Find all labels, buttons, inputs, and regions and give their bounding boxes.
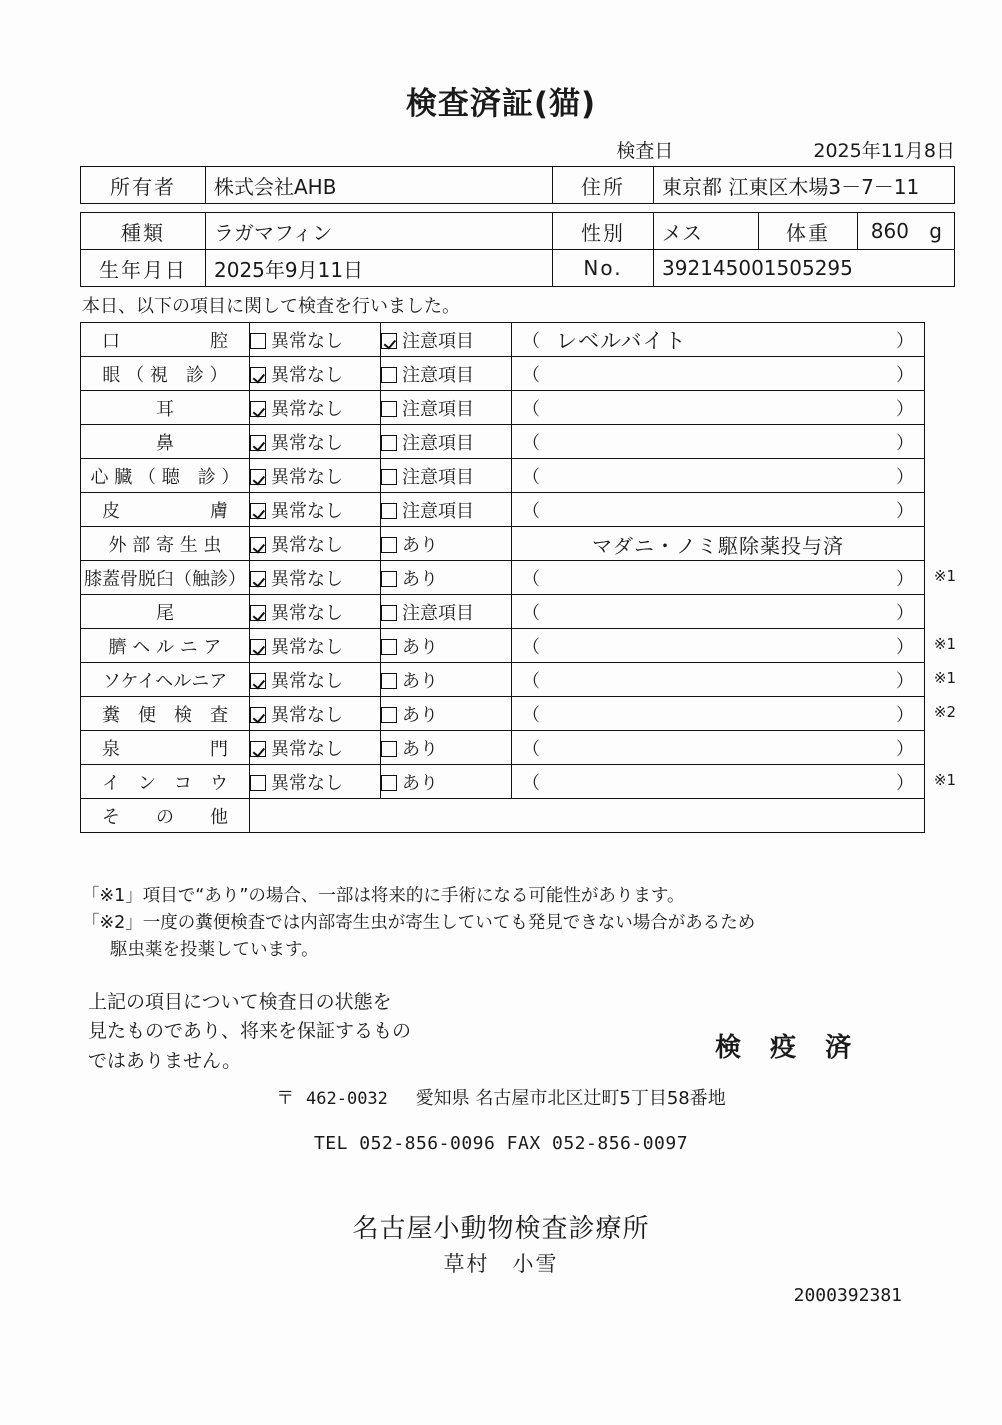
checkbox-icon[interactable]: [381, 503, 397, 519]
checklist-item-label: 泉 門: [81, 731, 250, 765]
checklist-other-note[interactable]: [250, 799, 925, 833]
table-row: [81, 425, 925, 459]
checklist-note-cell[interactable]: [512, 323, 925, 357]
address-value: 東京都 江東区木場3－7－11: [654, 167, 955, 204]
page-title: 検査済証(猫): [405, 86, 597, 122]
checklist-item-label: 鼻: [81, 425, 250, 459]
checkbox-normal-label: 異常なし: [271, 432, 343, 454]
paren-close: ）: [896, 365, 914, 386]
table-row: [81, 527, 925, 561]
paren-close: ）: [896, 399, 914, 420]
paren-close: ）: [896, 705, 914, 726]
closing-line-2: 見たものであり、将来を保証するもの: [88, 1020, 412, 1043]
checkbox-secondary[interactable]: [381, 765, 512, 799]
checklist-note-cell[interactable]: [512, 595, 925, 629]
table-row: [81, 595, 925, 629]
checkbox-secondary-label: 注意項目: [402, 602, 474, 624]
checklist-note-cell[interactable]: [512, 459, 925, 493]
checkbox-icon[interactable]: [250, 333, 266, 349]
checklist-note-cell[interactable]: [512, 493, 925, 527]
checkbox-icon[interactable]: [381, 435, 397, 451]
quarantine-stamp: 検 疫 済: [715, 1033, 862, 1063]
checkbox-secondary[interactable]: [381, 493, 512, 527]
table-row: [81, 250, 955, 287]
paren-open: （: [522, 501, 540, 522]
checklist-note-cell[interactable]: [512, 391, 925, 425]
checkbox-secondary[interactable]: [381, 323, 512, 357]
number-label: No.: [553, 250, 654, 287]
table-row: [81, 357, 925, 391]
checkbox-normal[interactable]: [250, 697, 381, 731]
checklist-table: [80, 322, 956, 833]
checklist-item-label: 膝蓋骨脱臼（触診）: [81, 561, 250, 595]
table-row: [81, 561, 925, 595]
checkbox-icon[interactable]: [381, 469, 397, 485]
checklist-note-cell[interactable]: [512, 527, 925, 561]
checkbox-normal[interactable]: [250, 595, 381, 629]
checklist-note-text: レベルバイト: [556, 329, 687, 353]
checklist-note-cell[interactable]: [512, 663, 956, 697]
paren-open: （: [522, 569, 540, 590]
checkbox-secondary[interactable]: [381, 561, 512, 595]
paren-close: ）: [896, 773, 914, 794]
checkbox-icon[interactable]: [250, 605, 266, 621]
checkbox-secondary[interactable]: [381, 731, 512, 765]
exam-date-value: 2025年11月8日: [813, 139, 955, 162]
checklist-item-label: 尾: [81, 595, 250, 629]
checkbox-icon[interactable]: [250, 469, 266, 485]
checkbox-secondary-label: 注意項目: [402, 330, 474, 352]
checkbox-icon[interactable]: [381, 401, 397, 417]
owner-value: 株式会社AHB: [206, 167, 553, 204]
birthdate-label: 生年月日: [81, 250, 206, 287]
paren-open: （: [522, 603, 540, 624]
clinic-tel: TEL 052-856-0096 FAX 052-856-0097: [313, 1133, 689, 1154]
checkbox-secondary[interactable]: [381, 595, 512, 629]
asterisk-marker: ※1: [933, 567, 956, 585]
closing-note: [88, 988, 411, 1076]
checkbox-normal[interactable]: [250, 629, 381, 663]
footnote-2: 「※2」一度の糞便検査では内部寄生虫が寄生していても発見できない場合があるため: [82, 913, 756, 934]
checkbox-secondary[interactable]: [381, 663, 512, 697]
checklist-note-cell[interactable]: [512, 561, 956, 595]
checkbox-normal[interactable]: [250, 425, 381, 459]
table-row: [81, 213, 955, 250]
checkbox-icon[interactable]: [381, 741, 397, 757]
checkbox-normal-label: 異常なし: [271, 466, 343, 488]
checkbox-icon[interactable]: [381, 333, 397, 349]
checkbox-normal[interactable]: [250, 731, 381, 765]
checkbox-icon[interactable]: [381, 571, 397, 587]
checkbox-normal[interactable]: [250, 459, 381, 493]
breed-label: 種類: [81, 213, 206, 250]
checkbox-secondary-label: あり: [402, 568, 438, 590]
paren-close: ）: [896, 501, 914, 522]
table-row: [81, 663, 925, 697]
checklist-item-label: 臍 ヘ ル ニ ア: [81, 629, 250, 663]
weight-unit: g: [929, 219, 942, 243]
table-row: [81, 697, 925, 731]
checkbox-normal[interactable]: [250, 493, 381, 527]
weight-label: 体重: [759, 213, 858, 250]
paren-close: ）: [896, 671, 914, 692]
checkbox-secondary-label: あり: [402, 704, 438, 726]
checkbox-icon[interactable]: [250, 639, 266, 655]
checkbox-secondary[interactable]: [381, 459, 512, 493]
zip-code: 462-0032: [306, 1089, 388, 1109]
checkbox-normal[interactable]: [250, 561, 381, 595]
checklist-note-cell[interactable]: [512, 765, 956, 799]
paren-close: ）: [896, 433, 914, 454]
asterisk-marker: ※2: [933, 703, 956, 721]
birthdate-value: 2025年9月11日: [206, 250, 553, 287]
paren-close: ）: [896, 331, 914, 352]
checkbox-icon[interactable]: [250, 537, 266, 553]
checkbox-normal-label: 異常なし: [271, 330, 343, 352]
checklist-note-cell[interactable]: [512, 697, 956, 731]
table-row: [81, 799, 925, 833]
checklist-item-label: 耳: [81, 391, 250, 425]
checklist-item-label: イ ン コ ウ: [81, 765, 250, 799]
table-row: [81, 629, 925, 663]
checkbox-normal-label: 異常なし: [271, 364, 343, 386]
address-text: 愛知県 名古屋市北区辻町5丁目58番地: [415, 1088, 726, 1109]
paren-close: ）: [896, 637, 914, 658]
clinic-address: [0, 1084, 1002, 1110]
owner-table: [80, 166, 955, 204]
weight-value: 860: [870, 219, 909, 243]
paren-open: （: [522, 773, 540, 794]
checkbox-secondary[interactable]: [381, 697, 512, 731]
table-row: [81, 323, 925, 357]
checkbox-secondary[interactable]: [381, 425, 512, 459]
table-row: [81, 731, 925, 765]
breed-value: ラガマフィン: [206, 213, 553, 250]
checkbox-normal-label: 異常なし: [271, 500, 343, 522]
owner-label: 所有者: [81, 167, 206, 204]
table-row: [81, 765, 925, 799]
paren-open: （: [522, 637, 540, 658]
checkbox-icon[interactable]: [250, 673, 266, 689]
paren-close: ）: [896, 467, 914, 488]
sex-label: 性別: [553, 213, 654, 250]
checkbox-icon[interactable]: [250, 741, 266, 757]
paren-open: （: [522, 365, 540, 386]
checkbox-icon[interactable]: [381, 639, 397, 655]
paren-open: （: [522, 467, 540, 488]
checklist-item-label: ソケイヘルニア: [81, 663, 250, 697]
paren-close: ）: [896, 603, 914, 624]
checkbox-secondary-label: あり: [402, 670, 438, 692]
checkbox-normal-label: 異常なし: [271, 398, 343, 420]
checkbox-secondary[interactable]: [381, 629, 512, 663]
checkbox-icon[interactable]: [250, 503, 266, 519]
checkbox-normal-label: 異常なし: [271, 772, 343, 794]
checkbox-secondary[interactable]: [381, 527, 512, 561]
checkbox-normal[interactable]: [250, 323, 381, 357]
table-row: [81, 167, 955, 204]
checkbox-secondary-label: あり: [402, 772, 438, 794]
checkbox-normal-label: 異常なし: [271, 636, 343, 658]
checkbox-normal-label: 異常なし: [271, 534, 343, 556]
veterinarian-name: 草村 小雪: [443, 1252, 559, 1276]
checkbox-secondary-label: あり: [402, 534, 438, 556]
checklist-note-cell[interactable]: [512, 357, 925, 391]
address-label: 住所: [553, 167, 654, 204]
exam-date-row: [80, 136, 955, 162]
exam-date-label: 検査日: [616, 139, 674, 162]
checkbox-icon[interactable]: [381, 775, 397, 791]
checkbox-secondary[interactable]: [381, 391, 512, 425]
checklist-item-label: 心 臓 （ 聴 診 ）: [81, 459, 250, 493]
checklist-wrap: [80, 322, 955, 833]
checklist-note-cell[interactable]: [512, 629, 956, 663]
number-value: 392145001505295: [654, 250, 955, 287]
checkbox-normal-label: 異常なし: [271, 670, 343, 692]
paren-close: ）: [896, 739, 914, 760]
paren-open: （: [522, 331, 540, 352]
clinic-name: 名古屋小動物検査診療所: [352, 1214, 650, 1244]
checkbox-secondary-label: 注意項目: [402, 398, 474, 420]
checkbox-icon[interactable]: [250, 571, 266, 587]
checkbox-secondary[interactable]: [381, 357, 512, 391]
paren-open: （: [522, 433, 540, 454]
closing-line-3: ではありません。: [88, 1049, 242, 1072]
checklist-note-cell[interactable]: [512, 425, 925, 459]
detail-table: [80, 212, 955, 287]
closing-line-1: 上記の項目について検査日の状態を: [88, 991, 392, 1013]
checklist-item-label: 皮 膚: [81, 493, 250, 527]
footnotes: [82, 883, 962, 964]
checkbox-normal[interactable]: [250, 765, 381, 799]
checkbox-icon[interactable]: [250, 775, 266, 791]
checklist-item-label: 外 部 寄 生 虫: [81, 527, 250, 561]
checkbox-normal[interactable]: [250, 357, 381, 391]
checkbox-icon[interactable]: [381, 367, 397, 383]
paren-close: ）: [896, 569, 914, 590]
checkbox-secondary-label: あり: [402, 636, 438, 658]
checkbox-normal[interactable]: [250, 663, 381, 697]
asterisk-marker: ※1: [933, 635, 956, 653]
checklist-note-text: マダニ・ノミ駆除薬投与済: [592, 534, 844, 558]
checkbox-normal-label: 異常なし: [271, 738, 343, 760]
checkbox-icon[interactable]: [250, 367, 266, 383]
checkbox-icon[interactable]: [250, 401, 266, 417]
checkbox-icon[interactable]: [381, 707, 397, 723]
checklist-item-label: 眼 （ 視 診 ）: [81, 357, 250, 391]
serial-number: 2000392381: [793, 1285, 902, 1306]
paren-open: （: [522, 671, 540, 692]
checklist-item-label: 口 腔: [81, 323, 250, 357]
checklist-note-cell[interactable]: [512, 731, 925, 765]
checkbox-normal-label: 異常なし: [271, 704, 343, 726]
paren-open: （: [522, 399, 540, 420]
checkbox-secondary-label: 注意項目: [402, 466, 474, 488]
checkbox-normal-label: 異常なし: [271, 568, 343, 590]
sex-value: メス: [654, 213, 759, 250]
checkbox-icon[interactable]: [250, 707, 266, 723]
checkbox-icon[interactable]: [381, 537, 397, 553]
table-row: [81, 391, 925, 425]
table-row: [81, 493, 925, 527]
statement-text: 本日、以下の項目に関して検査を行いました。: [82, 296, 460, 317]
paren-open: （: [522, 705, 540, 726]
checklist-item-label-other: そ の 他: [81, 799, 250, 833]
checkbox-secondary-label: あり: [402, 738, 438, 760]
checklist-item-label: 糞 便 検 査: [81, 697, 250, 731]
checkbox-secondary-label: 注意項目: [402, 500, 474, 522]
footnote-3: 駆虫薬を投薬しています。: [110, 940, 319, 961]
checkbox-secondary-label: 注意項目: [402, 432, 474, 454]
table-row: [81, 459, 925, 493]
asterisk-marker: ※1: [933, 669, 956, 687]
checkbox-normal[interactable]: [250, 527, 381, 561]
checkbox-normal-label: 異常なし: [271, 602, 343, 624]
checkbox-icon[interactable]: [381, 673, 397, 689]
checkbox-secondary-label: 注意項目: [402, 364, 474, 386]
paren-open: （: [522, 739, 540, 760]
checkbox-icon[interactable]: [381, 605, 397, 621]
weight-cell: [858, 213, 955, 250]
checkbox-icon[interactable]: [250, 435, 266, 451]
asterisk-marker: ※1: [933, 771, 956, 789]
zip-mark: 〒: [276, 1088, 295, 1109]
footnote-1: 「※1」項目で“あり”の場合、一部は将来的に手術になる可能性があります。: [82, 886, 685, 906]
checkbox-normal[interactable]: [250, 391, 381, 425]
